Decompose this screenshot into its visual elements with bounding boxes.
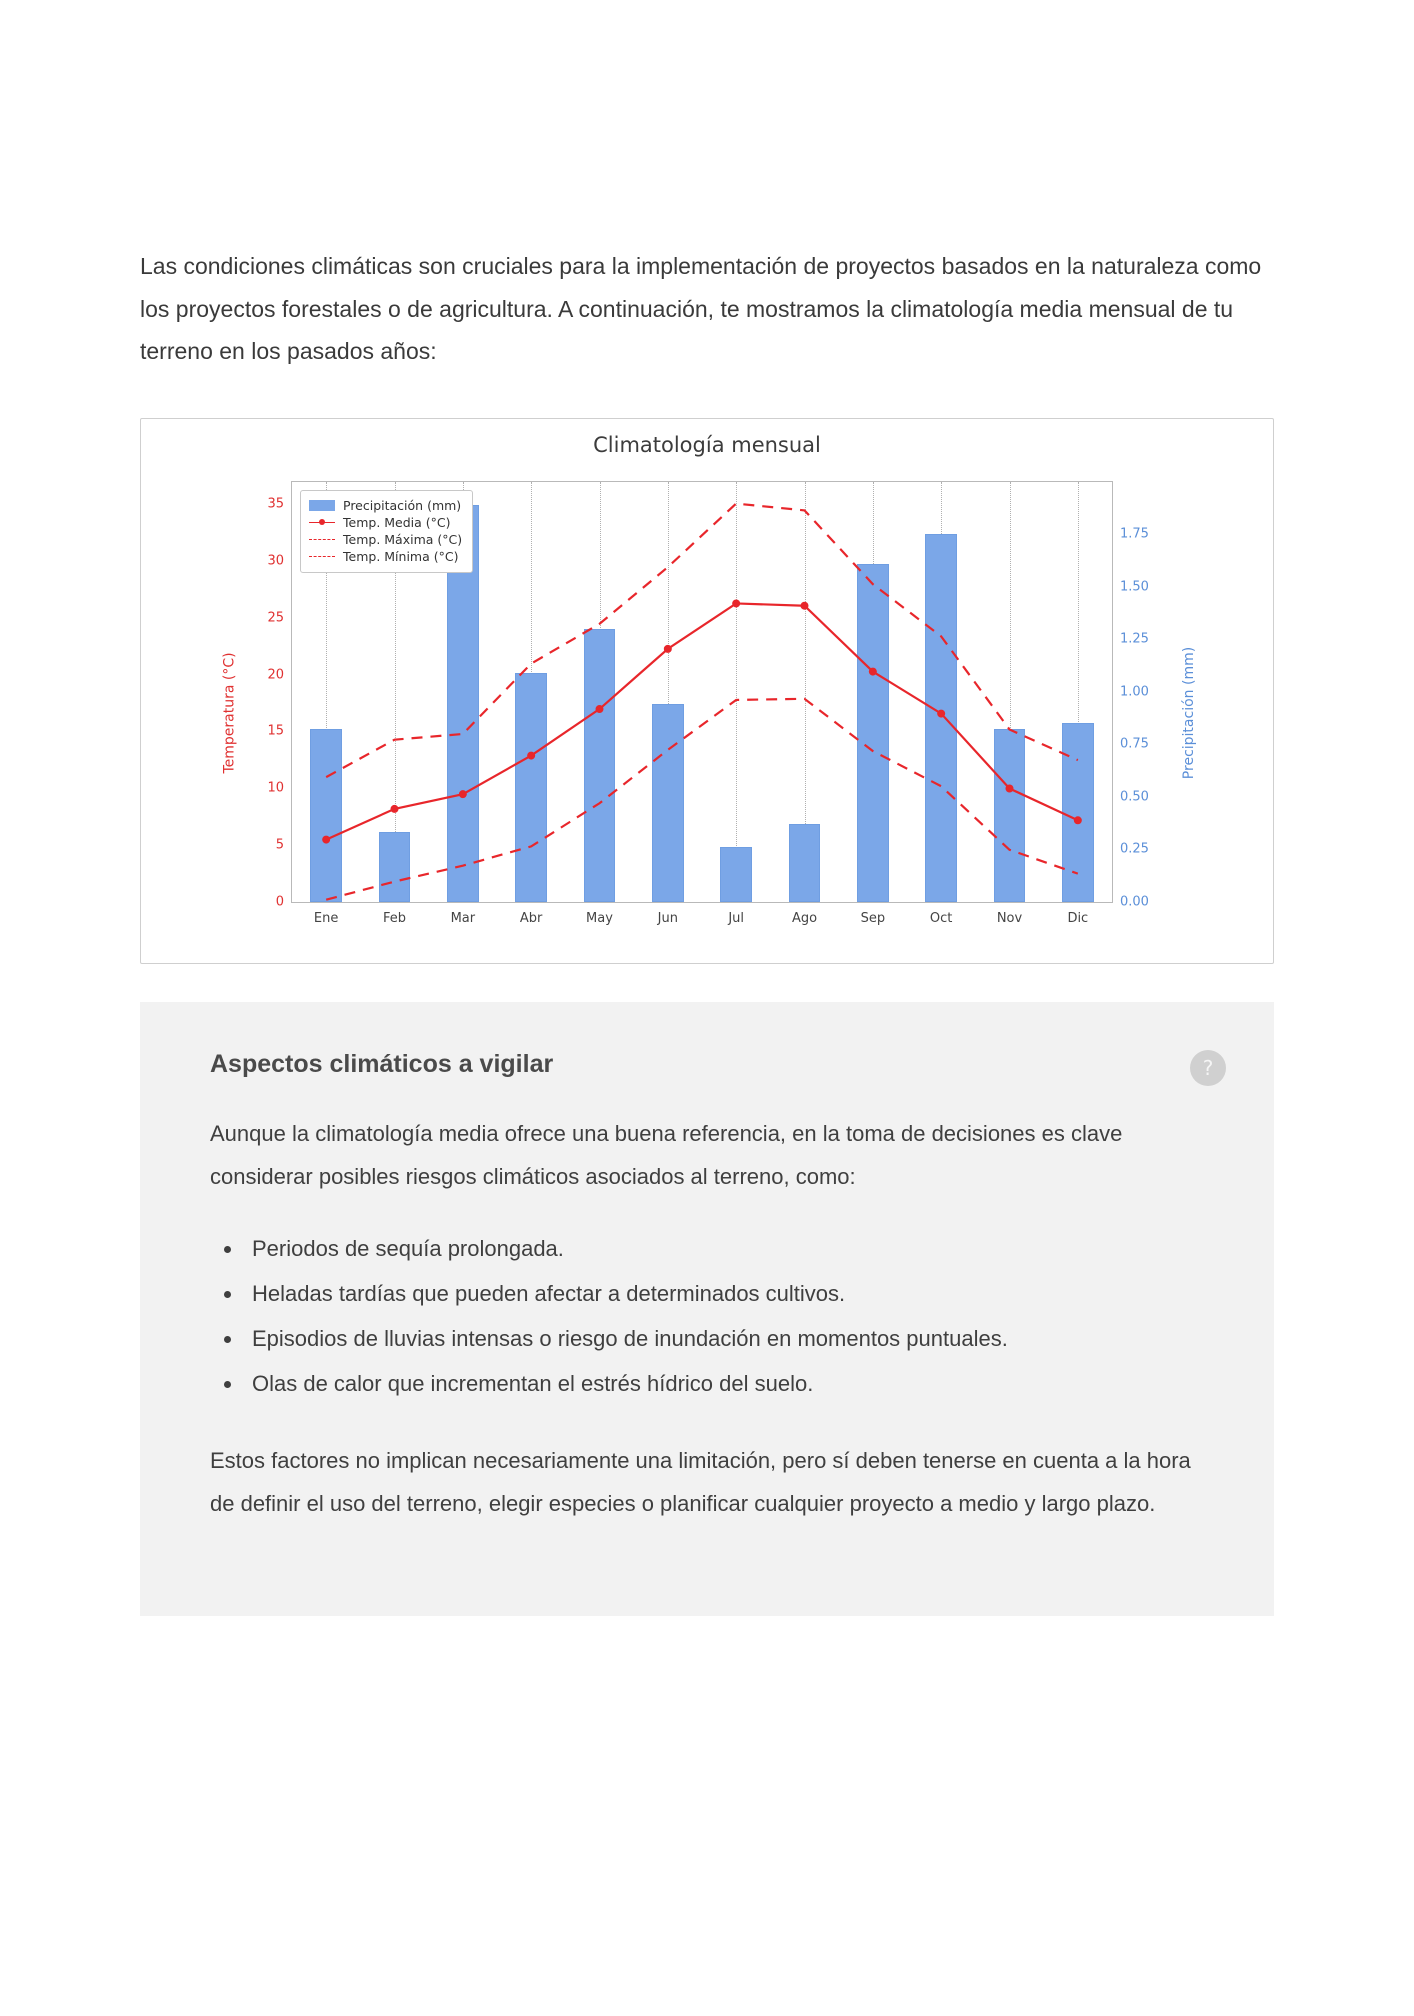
x-axis-tick: Sep [860, 910, 886, 926]
legend-item-precip [309, 497, 462, 514]
climate-chart [140, 418, 1274, 964]
legend-label: Precipitación (mm) [343, 497, 462, 513]
series-marker [391, 805, 399, 813]
list-item: • Episodios de lluvias intensas o riesgo de inundación en momentos puntuales. [244, 1318, 1214, 1361]
legend-item-temp-max [309, 531, 462, 548]
series-marker [1074, 816, 1082, 824]
y-axis-left-tick: 10 [267, 780, 284, 796]
line-marker-icon [309, 517, 335, 528]
x-axis-tick: Oct [929, 910, 953, 926]
series-marker [801, 601, 809, 609]
x-axis-tick: Feb [382, 910, 407, 926]
legend-label: Temp. Mínima (°C) [343, 548, 459, 564]
legend-label: Temp. Media (°C) [343, 514, 451, 530]
series-marker [732, 599, 740, 607]
y-axis-right-tick: 1.75 [1120, 526, 1149, 542]
y-axis-right-tick: 1.50 [1120, 579, 1149, 595]
series-marker [664, 645, 672, 653]
y-axis-right-tick: 0.75 [1120, 736, 1149, 752]
series-marker [527, 751, 535, 759]
series-marker [459, 790, 467, 798]
x-axis-tick: Dic [1067, 910, 1089, 926]
y-axis-right-tick: 0.00 [1120, 894, 1149, 910]
x-axis-tick: Jul [728, 910, 744, 926]
intro-paragraph: Las condiciones climáticas son cruciales para la implementación de proyectos basados en la naturaleza como los proyectos forestales o de agricultura. A continuación, te mostramos la climatología media mensual de tu terreno en los pasados años: [140, 253, 1262, 365]
bar-swatch-icon [309, 500, 335, 511]
y-axis-right-tick: 1.00 [1120, 684, 1149, 700]
notes-intro: Aunque la climatología media ofrece una buena referencia, en la toma de decisiones es clave considerar posibles riesgos climáticos asociados al terreno, como: [210, 1120, 1123, 1189]
series-marker [937, 709, 945, 717]
help-icon[interactable]: ? [1190, 1050, 1226, 1086]
x-axis-tick: Ago [791, 910, 818, 926]
series-marker [1006, 784, 1014, 792]
chart-title: Climatología mensual [593, 432, 821, 457]
y-axis-right-tick: 1.25 [1120, 631, 1149, 647]
chart-axes [267, 481, 1149, 926]
notes-list [210, 1228, 1214, 1406]
dashed-line-icon [309, 551, 335, 562]
list-item: • Olas de calor que incrementan el estrés hídrico del suelo. [244, 1363, 1214, 1406]
y-axis-left-tick: 25 [267, 610, 284, 626]
x-axis-tick: Jun [657, 910, 678, 926]
series-line [326, 603, 1078, 839]
y-axis-right-tick: 0.25 [1120, 841, 1149, 857]
list-item: • Heladas tardías que pueden afectar a determinados cultivos. [244, 1273, 1214, 1316]
chart-legend [300, 490, 473, 573]
legend-label: Temp. Máxima (°C) [343, 531, 463, 547]
list-item: • Periodos de sequía prolongada. [244, 1228, 1214, 1271]
y-axis-left-tick: 5 [275, 837, 284, 853]
x-axis-tick: Mar [450, 910, 476, 926]
x-axis-tick: May [586, 910, 613, 926]
y-axis-left-tick: 35 [267, 496, 284, 512]
y-axis-left-label: Temperatura (°C) [221, 652, 238, 774]
x-axis-tick: Ene [313, 910, 339, 926]
x-axis-tick: Abr [519, 910, 543, 926]
y-axis-right-tick: 0.50 [1120, 789, 1149, 805]
notes-title: Aspectos climáticos a vigilar [210, 1049, 554, 1078]
y-axis-left-tick: 30 [267, 553, 284, 569]
y-axis-left-tick: 15 [267, 723, 284, 739]
series-marker [322, 835, 330, 843]
dashed-line-icon [309, 534, 335, 545]
y-axis-left-tick: 20 [267, 667, 284, 683]
legend-item-temp-media [309, 514, 462, 531]
chart-plot-area [141, 463, 1273, 963]
x-axis-tick: Nov [996, 910, 1023, 926]
legend-item-temp-min [309, 548, 462, 565]
y-axis-right-label: Precipitación (mm) [1180, 646, 1197, 779]
climate-notes-card [140, 1002, 1274, 1616]
y-axis-left-tick: 0 [275, 894, 284, 910]
series-marker [869, 667, 877, 675]
series-marker [596, 705, 604, 713]
notes-outro: Estos factores no implican necesariamente una limitación, pero sí deben tenerse en cuenta a la hora de definir el uso del terreno, elegir especies o planificar cualquier proyecto a medio y largo plazo. [210, 1447, 1191, 1516]
